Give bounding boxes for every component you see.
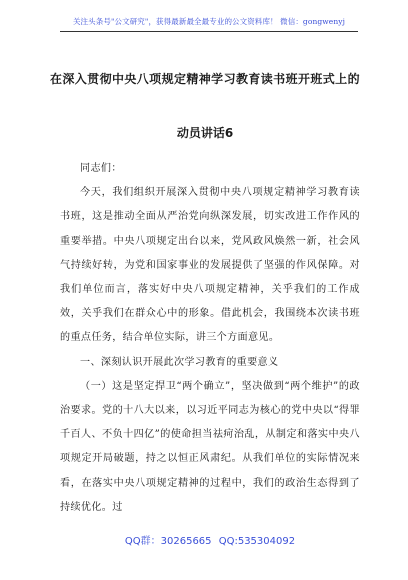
footer-qq-group: QQ群：30265665 [124, 536, 212, 547]
footer-contact [110, 532, 310, 547]
footer-qq: QQ:535304092 [218, 536, 296, 547]
document-body [60, 157, 360, 520]
paragraph-intro: 今天，我们组织开展深入贯彻中央八项规定精神学习教育读书班，这是推动全面从严治党向纵深发展，切实改进工作作风的重要举措。中央八项规定出台以来，党风政风焕然一新，社会风气持续好转，为党和国家事业的发展提供了坚强的作风保障。对我们单位而言，落实好中央八项规定精神，关乎我们的工作成效，关乎我们在群众心中的形象。借此机会，我围绕本次读书班的重点任务，结合单位实际，讲三个方面意见。 [60, 187, 360, 344]
header-banner: 关注头条号"公文研究"，获得最新最全最专业的公文资料库！ 微信：gongwenyj [60, 16, 358, 32]
salutation: 同志们： [80, 163, 122, 174]
document-title-line1: 在深入贯彻中央八项规定精神学习教育读书班开班式上的 [49, 72, 360, 86]
document-title-line2: 动员讲话6 [176, 126, 234, 140]
paragraph-point-1: （一）这是坚定捍卫“两个确立”，坚决做到“两个维护”的政治要求。党的十八大以来，以习近平同志为核心的党中央以“得罪千百人、不负十四亿”的使命担当祛疴治乱，从制定和落实中央八项规定开局破题，持之以恒正风肃纪。从我们单位的实际情况来看，在落实中央八项规定精神的过程中，我们的政治生态得到了持续优化。过 [60, 380, 360, 513]
section-heading-1: 一、深刻认识开展此次学习教育的重要意义 [80, 356, 279, 368]
